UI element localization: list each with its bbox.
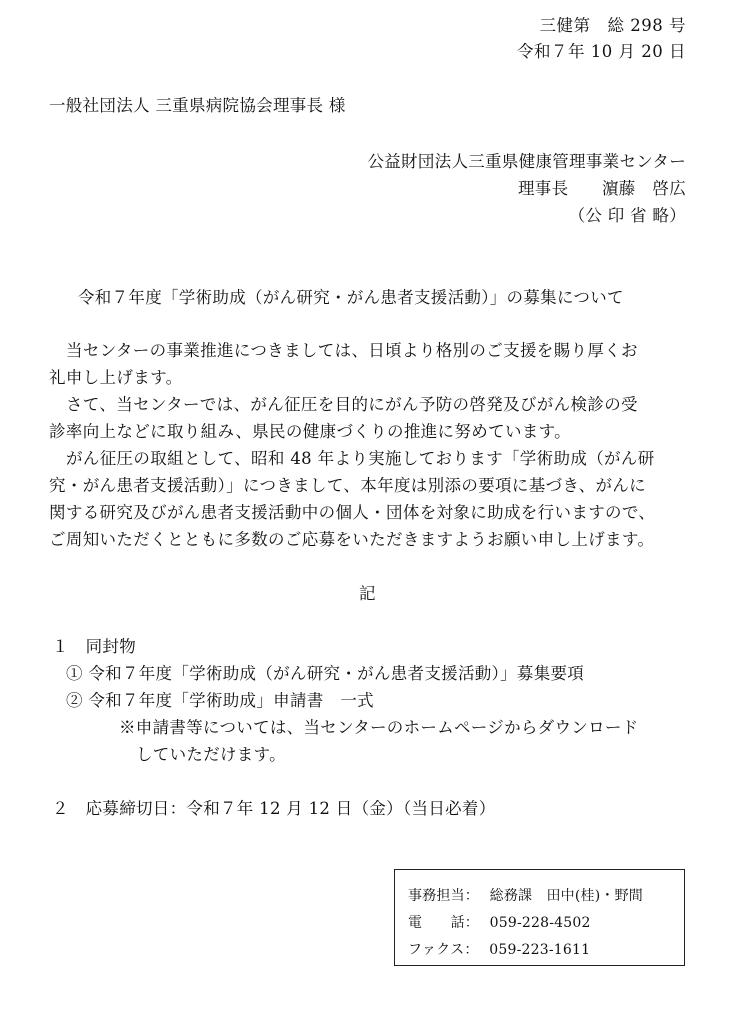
item1-sub2: ② 令和７年度「学術助成」申請書 一式 <box>66 691 374 710</box>
item1-sub1: ① 令和７年度「学術助成（がん研究・がん患者支援活動）」募集要項 <box>66 664 585 683</box>
body-p3-line1: がん征圧の取組として、昭和 48 年より実施しております「学術助成（がん研 <box>66 449 655 468</box>
body-p3-line2: 究・がん患者支援活動）」につきまして、本年度は別添の要項に基づき、がんに <box>49 476 647 495</box>
contact-fax-label: ファクス： <box>408 942 479 958</box>
contact-fax-value: 059-223-1611 <box>489 942 591 958</box>
body-p2-line2: 診率向上などに取り組み、県民の健康づくりの推進に努めています。 <box>49 422 572 441</box>
note-line2: していただけます。 <box>136 745 286 764</box>
body-p1-line2: 礼申し上げます。 <box>49 368 183 387</box>
body-p1-line1: 当センターの事業推進につきましては、日頃より格別のご支援を賜り厚くお <box>66 341 638 360</box>
sender-organization: 公益財団法人三重県健康管理事業センター <box>367 152 686 171</box>
body-p3-line3: 関する研究及びがん患者支援活動中の個人・団体を対象に助成を行いますので、 <box>49 503 656 522</box>
item2-deadline: ２ 応募締切日：令和７年 12 月 12 日（金）（当日必着） <box>52 799 496 818</box>
item1-title: １ 同封物 <box>52 637 136 656</box>
contact-staff-label: 事務担当： <box>408 888 479 904</box>
contact-phone-value: 059-228-4502 <box>489 915 591 931</box>
contact-box <box>394 869 685 966</box>
subject-line: 令和７年度「学術助成（がん研究・がん患者支援活動）」の募集について <box>78 288 624 307</box>
contact-staff-value: 総務課 田中(桂)・野間 <box>489 888 643 904</box>
contact-row-phone <box>408 912 591 932</box>
seal-omitted-note: （公 印 省 略） <box>568 206 686 225</box>
contact-phone-label: 電 話： <box>408 915 479 931</box>
note-line1: ※申請書等については、当センターのホームページからダウンロード <box>119 718 639 737</box>
document-date: 令和７年 10 月 20 日 <box>517 42 686 61</box>
body-p2-line1: さて、当センターでは、がん征圧を目的にがん予防の啓発及びがん検診の受 <box>66 395 638 414</box>
sender-title-name: 理事長 濵藤 啓広 <box>518 179 686 198</box>
addressee: 一般社団法人 三重県病院協会理事長 様 <box>49 96 346 115</box>
body-p3-line4: ご周知いただくとともに多数のご応募をいただきますようお願い申し上げます。 <box>49 530 655 549</box>
contact-row-staff <box>408 885 643 905</box>
ki-heading: 記 <box>359 584 376 603</box>
document-number: 三健第 総 298 号 <box>539 16 686 35</box>
contact-row-fax <box>408 939 590 959</box>
